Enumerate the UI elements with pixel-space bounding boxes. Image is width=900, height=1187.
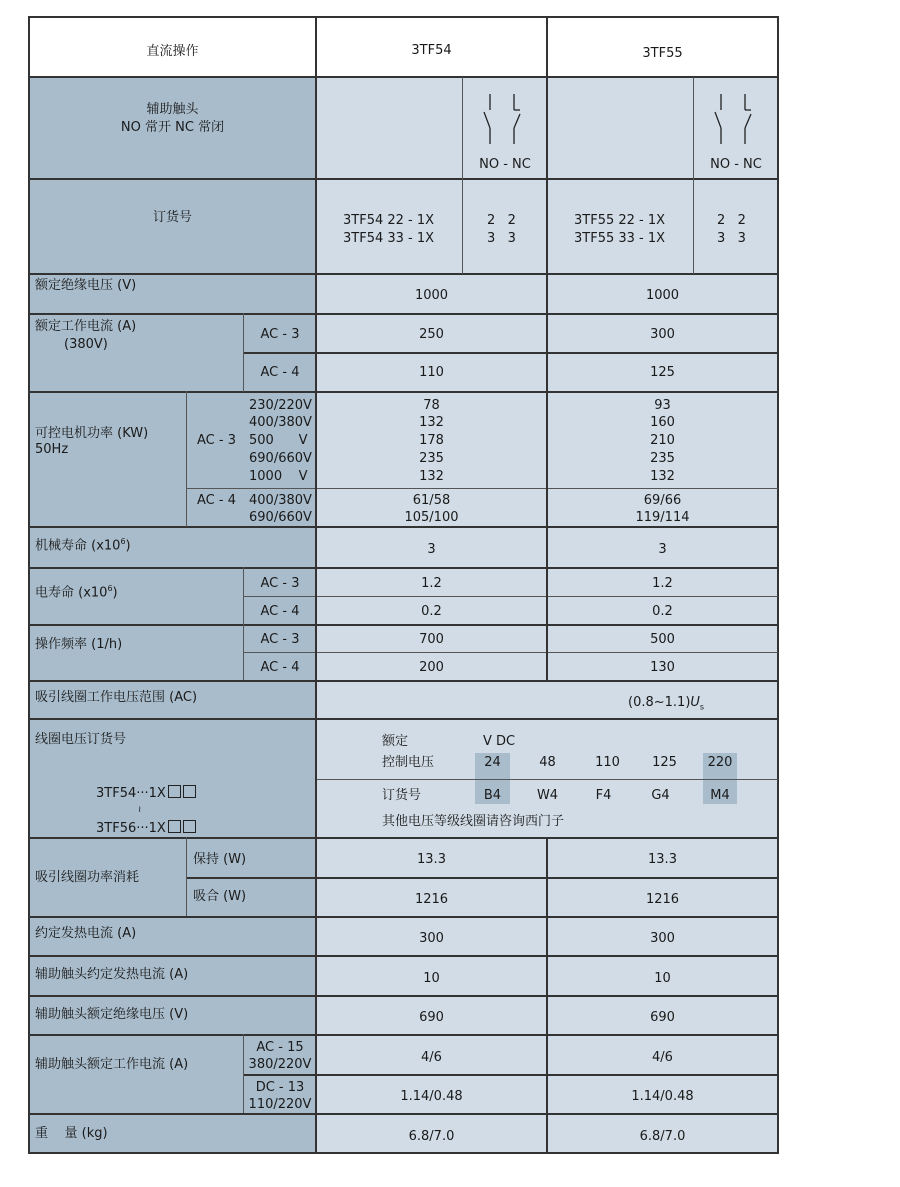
motor-ac3-3tf54-3: 235 [419,451,444,466]
coil-code-b4: B4 [483,788,502,803]
mech-label: 机械寿命 $(x10^6)$ [35,537,131,554]
mech-3tf54: 3 [427,542,436,557]
motor-ac3-3tf55-2: 210 [650,433,675,448]
freq-ac4-3tf55: 130 [650,660,675,675]
auxcur-cat-dc13: DC - 13 [255,1080,305,1095]
order-3tf55-33: 3TF55 33 - 1X [574,231,666,246]
auxcur-dc13-3tf54: 1.14/0.48 [400,1089,463,1104]
header-label: 直流操作 [146,44,199,59]
order-3tf55-22: 3TF55 22 - 1X [574,213,666,228]
elec-ac4-3tf55: 0.2 [652,604,673,619]
freq-cat-ac3: AC - 3 [260,632,300,647]
auxins-label: 辅助触头额定绝缘电压 (V) [35,1007,189,1022]
motor-cat-ac4: AC - 4 [197,493,236,508]
motor-ac3-3tf54-1: 132 [419,415,444,430]
mech-3tf55: 3 [658,542,667,557]
insulation-3tf55: 1000 [645,288,680,303]
motor-ac3-3tf54-0: 78 [423,398,440,413]
weight-3tf54: 6.8/7.0 [408,1129,455,1144]
auxthermal-3tf54: 10 [423,971,440,986]
coil-code-m4: M4 [710,788,730,803]
motor-ac4-volt-400: 400/380V [249,493,312,508]
motor-ac3-3tf55-0: 93 [654,398,671,413]
motor-ac4-3tf55-1: 119/114 [635,510,690,525]
insulation-3tf54: 1000 [414,288,449,303]
aux-label-2: NO 常开 NC 常闭 [120,120,225,135]
motor-ac4-volt-690: 690/660V [249,510,312,525]
coilpower-hold-3tf54: 13.3 [417,852,446,867]
coilorder-label: 线圈电压订货号 [35,732,127,747]
no-nc-label-2: NO - NC [710,157,762,172]
auxcur-cat-ac15: AC - 15 [256,1040,304,1055]
freq-ac4-3tf54: 200 [419,660,444,675]
motor-ac4-3tf54-1: 105/100 [404,510,459,525]
elec-ac3-3tf54: 1.2 [421,576,442,591]
order-3tf54-n2: 3 3 [487,231,516,246]
freq-cat-ac4: AC - 4 [260,660,300,675]
order-3tf54-n1: 2 2 [487,213,516,228]
coilorder-rated: 额定 [382,734,409,749]
motor-ac3-3tf54-4: 132 [419,469,444,484]
current-label-2: (380V) [64,337,108,352]
auxcur-cat-ac15-volt: 380/220V [248,1057,312,1072]
current-ac4-3tf55: 125 [650,365,675,380]
no-nc-contact-icon [478,92,528,148]
motor-ac4-3tf55-0: 69/66 [643,493,682,508]
weight-3tf55: 6.8/7.0 [639,1129,686,1144]
weight-label: 重 量 (kg) [35,1126,108,1141]
auxins-3tf54: 690 [419,1010,444,1025]
coilpower-label: 吸引线圈功率消耗 [35,870,140,885]
motor-volt-1000: 1000 V [249,469,308,484]
auxcur-ac15-3tf54: 4/6 [421,1050,442,1065]
auxcur-dc13-3tf55: 1.14/0.48 [631,1089,694,1104]
coil-volt-110: 110 [595,755,620,770]
coil-volt-24: 24 [484,755,501,770]
insulation-label: 额定绝缘电压 (V) [35,278,137,293]
auxcur-ac15-3tf55: 4/6 [652,1050,673,1065]
auxcur-label: 辅助触头额定工作电流 (A) [35,1057,189,1072]
coil-volt-220: 220 [707,755,733,770]
thermal-3tf55: 300 [650,931,675,946]
coil-volt-125: 125 [652,755,677,770]
auxcur-cat-dc13-volt: 110/220V [248,1097,312,1112]
auxthermal-3tf55: 10 [654,971,671,986]
no-nc-label-1: NO - NC [479,157,531,172]
elec-cat-ac3: AC - 3 [260,576,300,591]
coilorder-vdc: V DC [483,734,516,749]
coilpower-hold-3tf55: 13.3 [648,852,677,867]
motor-ac3-3tf54-2: 178 [419,433,444,448]
elec-label: 电寿命 $(x10^6)$ [35,584,118,601]
current-ac3-3tf55: 300 [650,327,675,342]
auxthermal-label: 辅助触头约定发热电流 (A) [35,967,189,982]
coilrange-value: $(0.8\sim 1.1)U_s$ [628,695,705,712]
header-3tf54: 3TF54 [411,43,452,58]
thermal-3tf54: 300 [419,931,444,946]
motor-label-1: 可控电机功率 (KW) [35,426,149,441]
freq-ac3-3tf55: 500 [650,632,675,647]
order-3tf54-33: 3TF54 33 - 1X [343,231,435,246]
motor-ac3-3tf55-3: 235 [650,451,675,466]
motor-volt-500: 500 V [249,433,308,448]
current-label-1: 额定工作电流 (A) [35,319,137,334]
coil-code-g4: G4 [651,788,670,803]
current-ac4-3tf54: 110 [419,365,444,380]
coilorder-3tf54: 3TF54···1X [96,785,196,802]
header-3tf55: 3TF55 [642,46,683,61]
elec-ac3-3tf55: 1.2 [652,576,673,591]
coil-code-w4: W4 [536,788,559,803]
motor-volt-690: 690/660V [249,451,312,466]
coilpower-cat-hold: 保持 (W) [193,852,247,867]
motor-label-2: 50Hz [35,442,69,457]
aux-label-1: 辅助触头 [146,102,199,117]
coil-code-f4: F4 [595,788,612,803]
motor-ac3-3tf55-4: 132 [650,469,675,484]
coilpower-pull-3tf55: 1216 [645,892,680,907]
coil-volt-48: 48 [539,755,556,770]
coilorder-tilde: ≀ [138,805,142,815]
coilpower-cat-pull: 吸合 (W) [193,889,247,904]
coilorder-note: 其他电压等级线圈请咨询西门子 [382,814,565,829]
current-ac3-3tf54: 250 [419,327,444,342]
freq-label: 操作频率 (1/h) [35,637,123,652]
motor-volt-230: 230/220V [249,398,312,413]
coilorder-ordlabel: 订货号 [382,788,422,803]
order-3tf54-22: 3TF54 22 - 1X [343,213,435,228]
auxins-3tf55: 690 [650,1010,675,1025]
order-label: 订货号 [152,210,192,225]
motor-ac3-3tf55-1: 160 [650,415,675,430]
coilorder-ctrl: 控制电压 [382,755,435,770]
current-cat-ac3: AC - 3 [260,327,300,342]
freq-ac3-3tf54: 700 [419,632,444,647]
current-cat-ac4: AC - 4 [260,365,300,380]
motor-cat-ac3: AC - 3 [197,433,236,448]
motor-volt-400: 400/380V [249,415,312,430]
coilorder-3tf56: 3TF56···1X [96,820,196,837]
thermal-label: 约定发热电流 (A) [35,926,137,941]
elec-ac4-3tf54: 0.2 [421,604,442,619]
coilpower-pull-3tf54: 1216 [414,892,449,907]
order-3tf55-n2: 3 3 [717,231,746,246]
coilrange-label: 吸引线圈工作电压范围 (AC) [35,690,198,705]
no-nc-contact-icon-2 [709,92,759,148]
order-3tf55-n1: 2 2 [717,213,746,228]
motor-ac4-3tf54-0: 61/58 [412,493,451,508]
elec-cat-ac4: AC - 4 [260,604,300,619]
